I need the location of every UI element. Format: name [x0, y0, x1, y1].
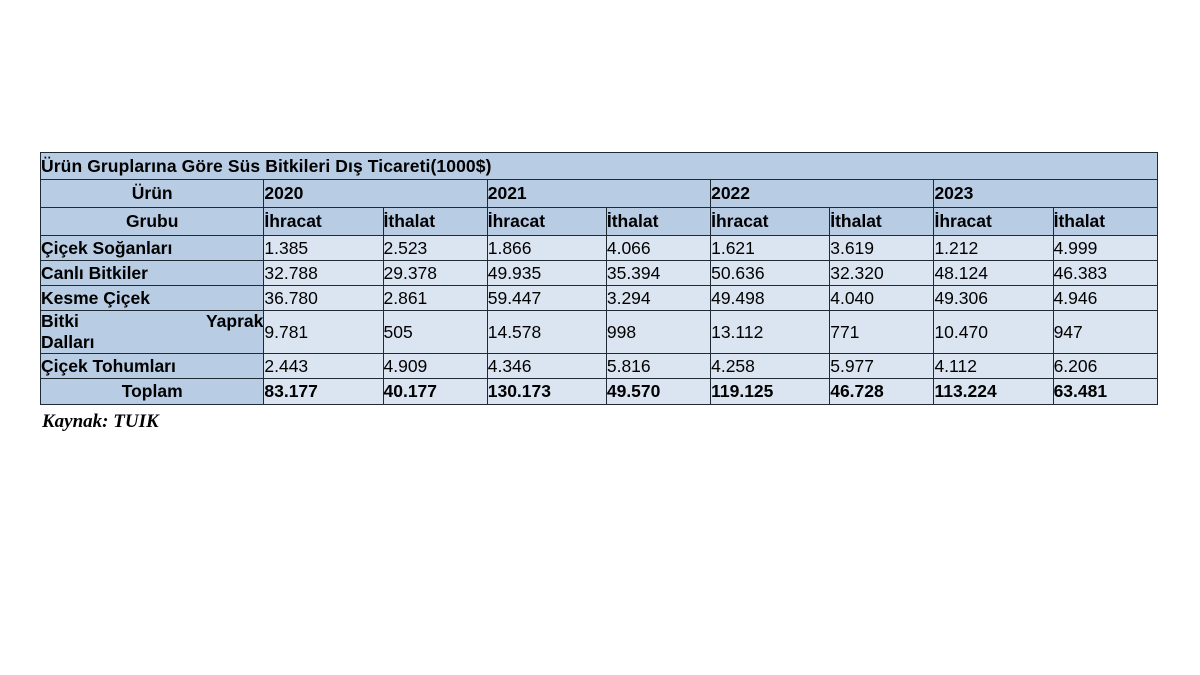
- total-value: 63.481: [1053, 379, 1157, 405]
- column-header-year-2023: 2023: [934, 180, 1158, 208]
- cell-value: 947: [1053, 311, 1157, 354]
- column-header-2020-export: İhracat: [264, 208, 383, 236]
- table-title-row: [41, 153, 1158, 180]
- cell-value: 1.866: [487, 236, 606, 261]
- cell-value: 3.619: [830, 236, 934, 261]
- cell-value: 9.781: [264, 311, 383, 354]
- cell-value: 4.909: [383, 354, 487, 379]
- total-value: 130.173: [487, 379, 606, 405]
- table-row: [41, 354, 1158, 379]
- cell-value: 4.346: [487, 354, 606, 379]
- table-total-row: [41, 379, 1158, 405]
- table-container: [40, 152, 1158, 433]
- ornamental-plants-trade-table: [40, 152, 1158, 405]
- cell-value: 4.946: [1053, 286, 1157, 311]
- cell-value: 2.861: [383, 286, 487, 311]
- row-label-line1: [41, 311, 263, 332]
- cell-value: 48.124: [934, 261, 1053, 286]
- cell-value: 4.258: [711, 354, 830, 379]
- cell-value: 4.999: [1053, 236, 1157, 261]
- cell-value: 1.385: [264, 236, 383, 261]
- cell-value: 505: [383, 311, 487, 354]
- row-label-cicek-tohumlari: Çiçek Tohumları: [41, 354, 264, 379]
- cell-value: 5.977: [830, 354, 934, 379]
- column-header-2023-export: İhracat: [934, 208, 1053, 236]
- column-header-year-2021: 2021: [487, 180, 710, 208]
- cell-value: 32.788: [264, 261, 383, 286]
- column-header-year-2020: 2020: [264, 180, 487, 208]
- cell-value: 6.206: [1053, 354, 1157, 379]
- cell-value: 49.306: [934, 286, 1053, 311]
- cell-value: 59.447: [487, 286, 606, 311]
- total-value: 46.728: [830, 379, 934, 405]
- cell-value: 1.212: [934, 236, 1053, 261]
- row-label-word-2: Yaprak: [205, 311, 264, 331]
- cell-value: 998: [606, 311, 710, 354]
- source-note: Kaynak: TUIK: [42, 411, 159, 432]
- cell-value: 50.636: [711, 261, 830, 286]
- row-label-line2: Dalları: [41, 332, 95, 352]
- cell-value: 14.578: [487, 311, 606, 354]
- table-header-years-row: [41, 180, 1158, 208]
- row-label-total: Toplam: [41, 379, 264, 405]
- column-header-2020-import: İthalat: [383, 208, 487, 236]
- cell-value: 1.621: [711, 236, 830, 261]
- cell-value: 36.780: [264, 286, 383, 311]
- row-label-canli-bitkiler: Canlı Bitkiler: [41, 261, 264, 286]
- total-value: 119.125: [711, 379, 830, 405]
- total-value: 40.177: [383, 379, 487, 405]
- cell-value: 35.394: [606, 261, 710, 286]
- cell-value: 32.320: [830, 261, 934, 286]
- cell-value: 4.040: [830, 286, 934, 311]
- cell-value: 4.112: [934, 354, 1053, 379]
- cell-value: 3.294: [606, 286, 710, 311]
- column-header-year-2022: 2022: [711, 180, 934, 208]
- cell-value: 2.523: [383, 236, 487, 261]
- page-title: Ürün Gruplarına Göre Süs Bitkileri Dış Ticareti(1000$): [41, 153, 1158, 180]
- cell-value: 29.378: [383, 261, 487, 286]
- total-value: 49.570: [606, 379, 710, 405]
- row-label-bitki-yaprak-dallari: [41, 311, 264, 354]
- row-label-cicek-soganlari: Çiçek Soğanları: [41, 236, 264, 261]
- column-header-2023-import: İthalat: [1053, 208, 1157, 236]
- table-row: [41, 261, 1158, 286]
- cell-value: 46.383: [1053, 261, 1157, 286]
- row-label-word-1: Bitki: [41, 311, 79, 331]
- cell-value: 5.816: [606, 354, 710, 379]
- cell-value: 49.935: [487, 261, 606, 286]
- column-header-2021-import: İthalat: [606, 208, 710, 236]
- table-row: [41, 311, 1158, 354]
- column-header-product-group-line2: Grubu: [41, 208, 264, 236]
- total-value: 113.224: [934, 379, 1053, 405]
- table-row: [41, 236, 1158, 261]
- table-row: [41, 286, 1158, 311]
- cell-value: 13.112: [711, 311, 830, 354]
- column-header-product-group-line1: Ürün: [41, 180, 264, 208]
- table-header-subcolumns-row: [41, 208, 1158, 236]
- cell-value: 49.498: [711, 286, 830, 311]
- column-header-2022-export: İhracat: [711, 208, 830, 236]
- cell-value: 771: [830, 311, 934, 354]
- column-header-2022-import: İthalat: [830, 208, 934, 236]
- cell-value: 2.443: [264, 354, 383, 379]
- row-label-kesme-cicek: Kesme Çiçek: [41, 286, 264, 311]
- column-header-2021-export: İhracat: [487, 208, 606, 236]
- cell-value: 10.470: [934, 311, 1053, 354]
- cell-value: 4.066: [606, 236, 710, 261]
- total-value: 83.177: [264, 379, 383, 405]
